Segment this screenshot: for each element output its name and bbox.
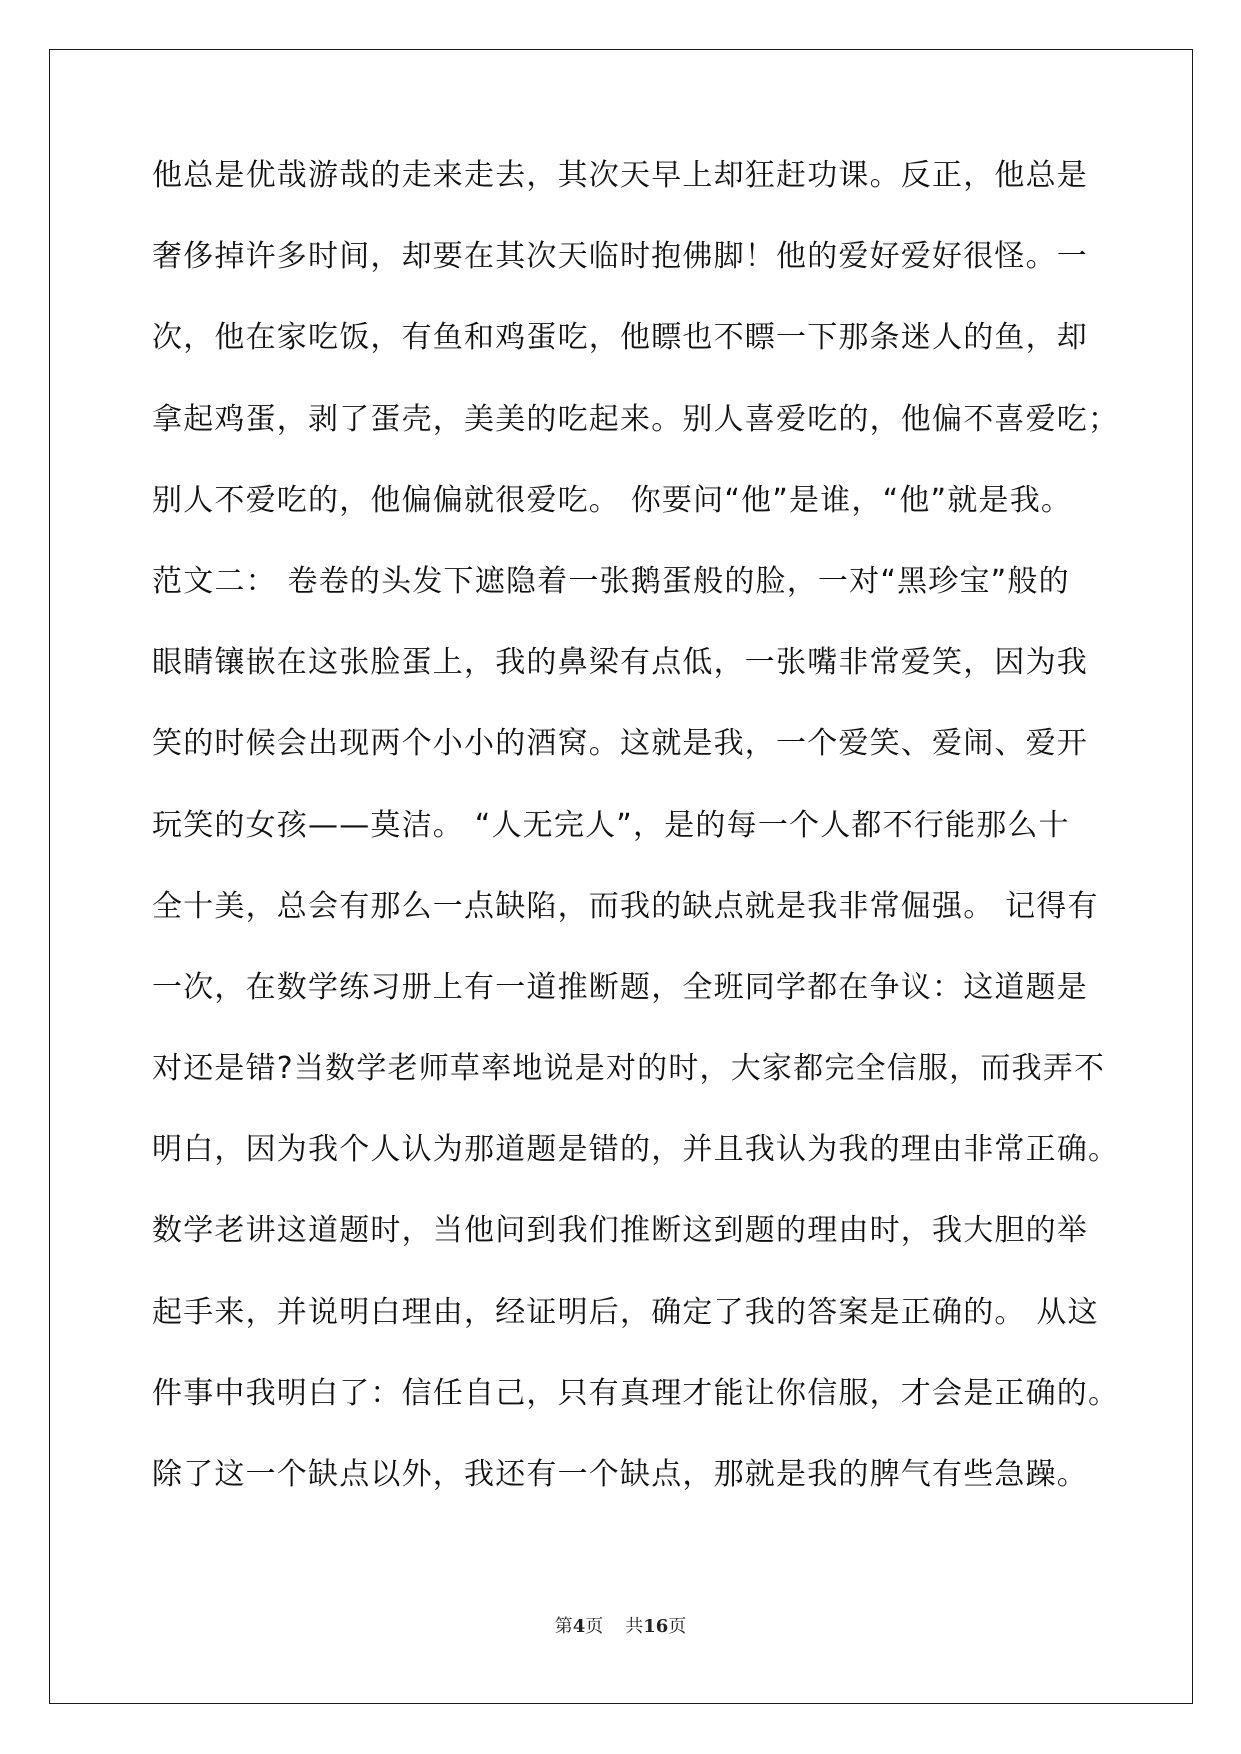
text-line: 全十美，总会有那么一点缺陷，而我的缺点就是我非常倔强。 记得有 [152, 888, 1099, 924]
text-line: 笑的时候会出现两个小小的酒窝。这就是我，一个爱笑、爱闹、爱开 [152, 726, 1088, 762]
text-line: 明白，因为我个人认为那道题是错的，并且我认为我的理由非常正确。 [152, 1132, 1120, 1168]
text-line: 次，他在家吃饭，有鱼和鸡蛋吃，他瞟也不瞟一下那条迷人的鱼，却 [152, 320, 1088, 356]
text-line: 数学老讲这道题时，当他问到我们推断这到题的理由时，我大胆的举 [152, 1213, 1088, 1249]
total-pages-suffix: 页 [668, 1616, 687, 1637]
page-number-suffix: 页 [585, 1616, 604, 1637]
total-pages: 16 [643, 1616, 669, 1637]
text-line: 他总是优哉游哉的走来走去，其次天早上却狂赶功课。反正，他总是 [152, 158, 1088, 193]
text-line: 一次，在数学练习册上有一道推断题，全班同学都在争议：这道题是 [152, 969, 1088, 1005]
text-line: 眼睛镶嵌在这张脸蛋上，我的鼻梁有点低，一张嘴非常爱笑，因为我 [152, 645, 1088, 681]
document-body [152, 158, 1120, 1540]
text-line: 别人不爱吃的，他偏偏就很爱吃。 你要问“他”是谁，“他”就是我。 [152, 482, 1073, 518]
text-line: 范文二： 卷卷的头发下遮隐着一张鹅蛋般的脸，一对“黑珍宝”般的 [152, 563, 1070, 599]
text-line: 奢侈掉许多时间，却要在其次天临时抱佛脚！他的爱好爱好很怪。一 [152, 239, 1088, 275]
page-number-prefix: 第 [554, 1616, 573, 1637]
text-line: 拿起鸡蛋，剥了蛋壳，美美的吃起来。别人喜爱吃的，他偏不喜爱吃； [152, 401, 1120, 437]
text-line: 除了这一个缺点以外，我还有一个缺点，那就是我的脾气有些急躁。 [152, 1457, 1088, 1492]
total-pages-prefix: 共 [625, 1616, 644, 1637]
page-number: 4 [572, 1616, 586, 1637]
text-line: 起手来，并说明白理由，经证明后，确定了我的答案是正确的。 从这 [152, 1294, 1099, 1330]
text-line: 对还是错?当数学老师草率地说是对的时，大家都完全信服，而我弄不 [152, 1051, 1106, 1087]
text-line: 件事中我明白了：信任自己，只有真理才能让你信服，才会是正确的。 [152, 1375, 1120, 1411]
page-footer [0, 1612, 1241, 1638]
text-line: 玩笑的女孩——莫洁。 “人无完人”，是的每一个人都不行能那么十 [152, 807, 1070, 843]
